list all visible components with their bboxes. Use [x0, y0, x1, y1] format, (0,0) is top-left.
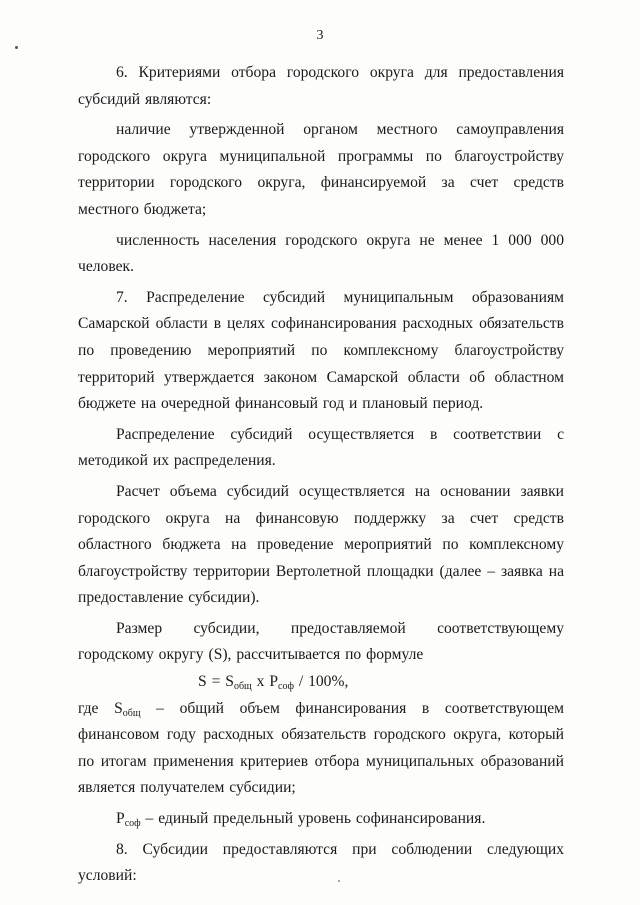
paragraph-criteria-program: наличие утвержденной органом местного самоуправления городского округа муниципальной программы по благоустройству территории городского округа, финансируемой за счет средств местного бюджета;: [78, 121, 564, 218]
document-body: [78, 60, 564, 890]
paragraph-s-total-definition: где $S_{общ}$ – общий объем финансирования в соответствующем финансовом году расходных обязательств городского округа, который по итогам применения критериев отбора муниципальных образований является получателем субсидии;: [78, 699, 565, 797]
paragraph-calculation: Расчет объема субсидий осуществляется на основании заявки городского округа на финансовую поддержку за счет средств областного бюджета на проведение мероприятий по комплексному благоустройству территории Вертолетной площадки (далее – заявка на предоставление субсидии).: [78, 482, 564, 607]
paragraph-conditions: 8. Субсидии предоставляются при соблюдении следующих условий:: [78, 840, 564, 885]
page-number: 3: [316, 28, 324, 43]
paragraph-subsidy-size: Размер субсидии, предоставляемой соответствующему городскому округу (S), рассчитывается по формуле: [78, 619, 564, 664]
scan-speck: [15, 46, 18, 49]
paragraph-criteria-population: численность населения городского округа не менее 1 000 000 человек.: [78, 231, 564, 276]
paragraph-criteria-intro: 6. Критериями отбора городского округа для предоставления субсидий являются:: [78, 64, 564, 108]
paragraph-methodology: Распределение субсидий осуществляется в соответствии с методикой их распределения.: [78, 425, 564, 470]
subsidy-formula: $S = S_{общ}$ x $P_{соф} / 100\%$,: [198, 673, 349, 693]
paragraph-distribution: 7. Распределение субсидий муниципальным образованиям Самарской области в целях софинансирования расходных обязательств по проведению мероприятий по комплексному благоустройству территорий утверждается законом Самарской области об областном бюджете на очередной финансовый год и плановый период.: [78, 288, 564, 413]
paragraph-p-cofin-definition: $P_{соф}$ – единый предельный уровень софинансирования.: [116, 810, 486, 830]
